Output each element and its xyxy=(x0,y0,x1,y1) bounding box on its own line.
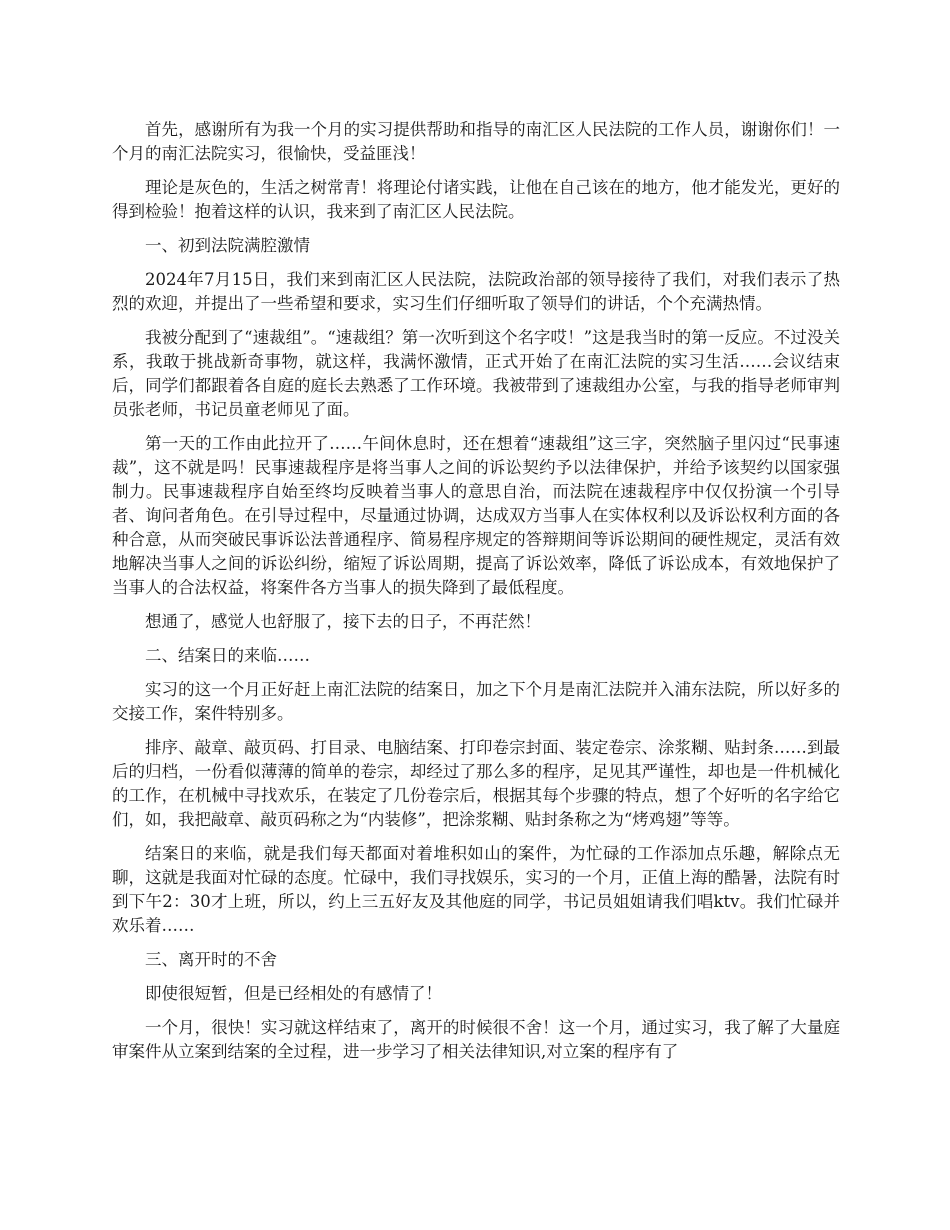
paragraph-closing-day: 实习的这一个月正好赶上南汇法院的结案日，加之下个月是南汇法院并入浦东法院，所以好多的交接工作，案件特别多。 xyxy=(112,680,840,723)
section-heading-3: 三、离开时的不舍 xyxy=(145,950,277,969)
paragraph-arrival: 2024年7月15日，我们来到南汇区人民法院，法院政治部的领导接待了我们，对我们表示了热烈的欢迎，并提出了一些希望和要求，实习生们仔细听取了领导们的讲话，个个充满热情。 xyxy=(112,270,840,313)
paragraph-theory: 理论是灰色的，生活之树常青！将理论付诸实践，让他在自己该在的地方，他才能发光，更好的得到检验！抱着这样的认识，我来到了南汇区人民法院。 xyxy=(112,178,840,221)
paragraph-assignment: 我被分配到了“速裁组”。“速裁组？第一次听到这个名字哎！”这是我当时的第一反应。不过没关系，我敢于挑战新奇事物，就这样，我满怀激情，正式开始了在南汇法院的实习生活……会议结束后，同学们都跟着各自庭的庭长去熟悉了工作环境。我被带到了速裁组办公室，与我的指导老师审判员张老师，书记员童老师见了面。 xyxy=(112,328,840,419)
paragraph-understood: 想通了，感觉人也舒服了，接下去的日子，不再茫然！ xyxy=(145,612,541,631)
section-heading-2: 二、结案日的来临…… xyxy=(145,646,310,665)
paragraph-procedures: 排序、敲章、敲页码、打目录、电脑结案、打印卷宗封面、装定卷宗、涂浆糊、贴封条……到最后的归档，一份看似薄薄的简单的卷宗，却经过了那么多的程序，足见其严谨性，却也是一件机械化的工作，在机械中寻找欢乐，在装定了几份卷宗后，根据其每个步骤的特点，想了个好听的名字给它们，如，我把敲章、敲页码称之为“内装修”，把涂浆糊、贴封条称之为“烤鸡翅”等等。 xyxy=(112,738,840,829)
paragraph-first-day: 第一天的工作由此拉开了……午间休息时，还在想着“速裁组”这三字，突然脑子里闪过“民事速裁”，这不就是吗！民事速裁程序是将当事人之间的诉讼契约予以法律保护，并给予该契约以国家强制力。民事速裁程序自始至终均反映着当事人的意思自治，而法院在速裁程序中仅仅扮演一个引导者、询问者角色。在引导过程中，尽量通过协调，达成双方当事人在实体权利以及诉讼权利方面的各种合意，从而突破民事诉讼法普通程序、简易程序规定的答辩期间等诉讼期间的硬性规定，灵活有效地解决当事人之间的诉讼纠纷，缩短了诉讼周期，提高了诉讼效率，降低了诉讼成本，有效地保护了当事人的合法权益，将案件各方当事人的损失降到了最低程度。 xyxy=(112,434,840,597)
paragraph-thanks: 首先，感谢所有为我一个月的实习提供帮助和指导的南汇区人民法院的工作人员，谢谢你们！一个月的南汇法院实习，很愉快，受益匪浅！ xyxy=(112,120,840,163)
section-heading-1: 一、初到法院满腔激情 xyxy=(145,236,310,255)
paragraph-one-month: 一个月，很快！实习就这样结束了，离开的时候很不舍！这一个月，通过实习，我了解了大量庭审案件从立案到结案的全过程，进一步学习了相关法律知识,对立案的程序有了 xyxy=(112,1018,840,1061)
paragraph-attachment: 即使很短暂，但是已经相处的有感情了！ xyxy=(145,984,442,1003)
document-body xyxy=(112,118,840,1074)
paragraph-busy-fun: 结案日的来临，就是我们每天都面对着堆积如山的案件，为忙碌的工作添加点乐趣，解除点无聊，这就是我面对忙碌的态度。忙碌中，我们寻找娱乐，实习的一个月，正值上海的酷暑，法院有时到下午2：30才上班，所以，约上三五好友及其他庭的同学，书记员姐姐请我们唱ktv。我们忙碌并欢乐着…… xyxy=(112,844,840,935)
